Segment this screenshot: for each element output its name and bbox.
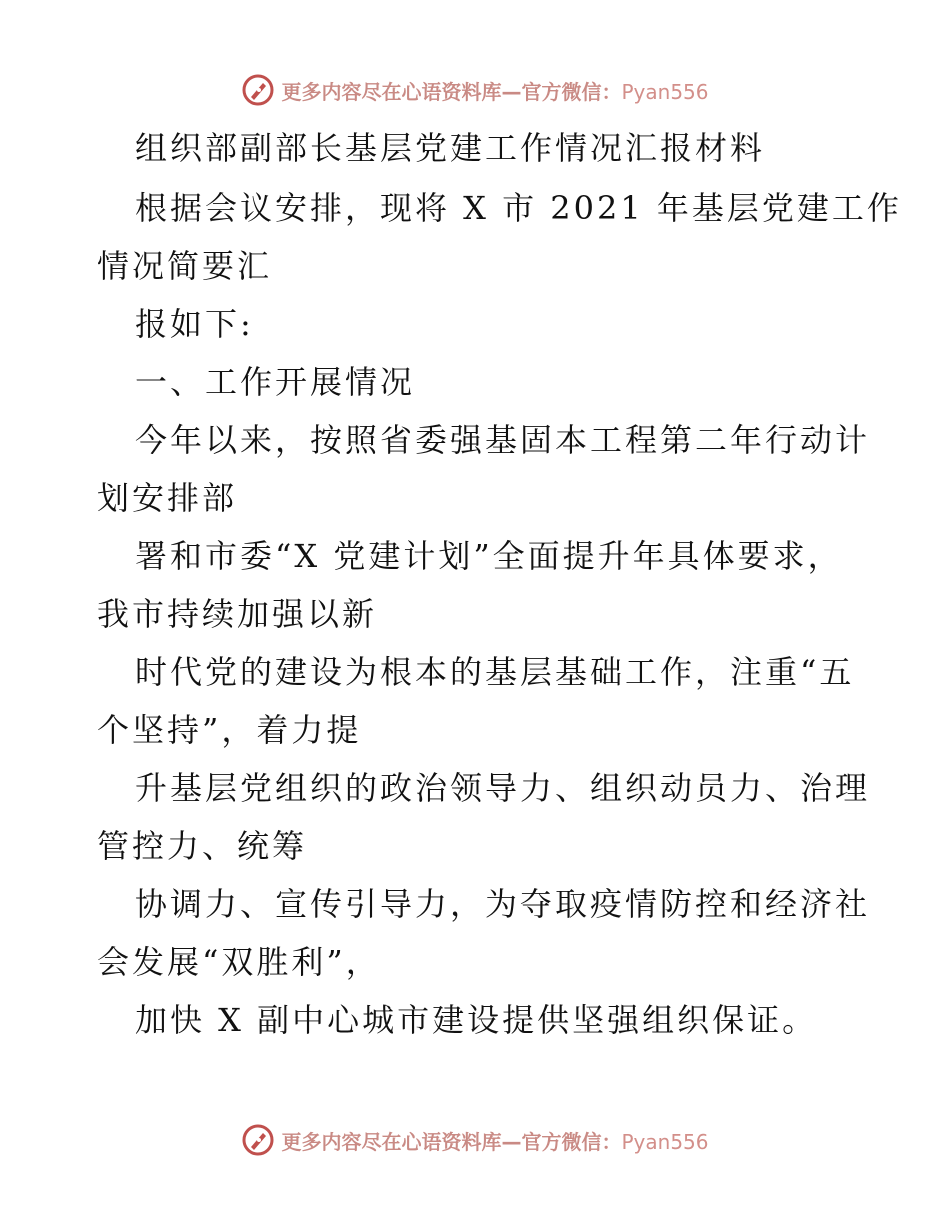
paragraph-line: 个坚持”，着力提: [97, 711, 362, 749]
paragraph-line: 协调力、宣传引导力，为夺取疫情防控和经济社: [135, 885, 871, 923]
section-heading: 一、工作开展情况: [135, 363, 416, 401]
watermark-text: 更多内容尽在心语资料库—官方微信：Pyan556: [281, 1129, 709, 1154]
watermark-text: 更多内容尽在心语资料库—官方微信：Pyan556: [281, 79, 709, 104]
paragraph-line: 划安排部: [97, 479, 238, 517]
paragraph-line: 升基层党组织的政治领导力、组织动员力、治理: [135, 769, 871, 807]
document-title: 组织部副部长基层党建工作情况汇报材料: [135, 129, 766, 167]
pen-nib-seal-icon: [241, 73, 275, 107]
paragraph-line: 会发展“双胜利”，: [97, 943, 381, 981]
paragraph-line: 管控力、统筹: [97, 827, 308, 865]
paragraph-line: 今年以来，按照省委强基固本工程第二年行动计: [135, 421, 871, 459]
header-watermark: [0, 70, 950, 110]
paragraph-line: 情况简要汇: [97, 247, 273, 285]
paragraph-line: 我市持续加强以新: [97, 595, 378, 633]
paragraph-line: 根据会议安排，现将 X 市 2021 年基层党建工作: [135, 189, 902, 227]
paragraph-line: 署和市委“X 党建计划”全面提升年具体要求，: [135, 537, 843, 575]
paragraph-line: 时代党的建设为根本的基层基础工作，注重“五: [135, 653, 855, 691]
paragraph-line: 报如下:: [135, 305, 254, 343]
pen-nib-seal-icon: [241, 1123, 275, 1157]
paragraph-line: 加快 X 副中心城市建设提供坚强组织保证。: [135, 1001, 818, 1039]
footer-watermark: [0, 1120, 950, 1160]
